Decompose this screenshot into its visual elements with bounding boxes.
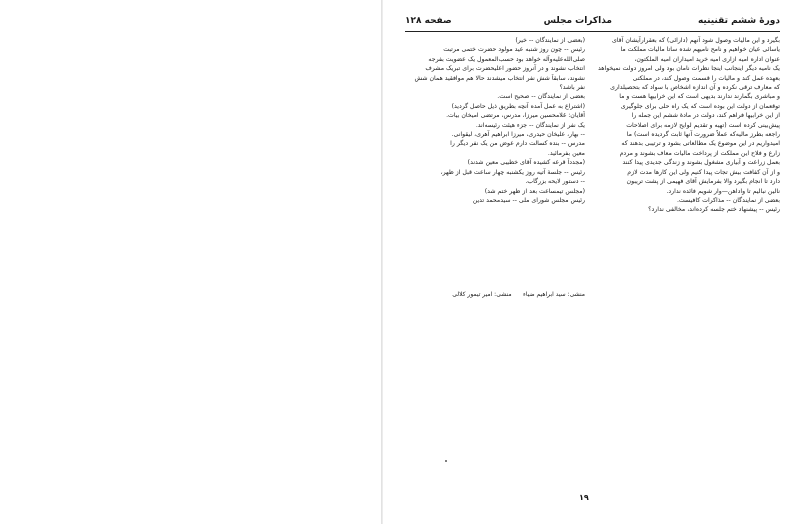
signature-line — [405, 290, 585, 300]
text-line: -- بهار، علیخان حیدری، میرزا ابراهیم آهری، لیقوانی. — [451, 131, 585, 139]
text-line: از این خرابیها فراهم کند، دولت در مادهٔ ششم این جمله را — [631, 112, 780, 120]
text-line: و مباشری بگمارند ندارند بدیهی است که این خرابیها هست و ما — [619, 93, 780, 101]
text-line: مدرس -- بنده کسالت دارم عوض من یک نفر دیگر را — [450, 140, 585, 148]
right-page — [383, 0, 800, 524]
text-line: و از آن کفافت بیش تجات پیدا کنیم ولی این کارها مدت لازم — [627, 168, 780, 176]
text-line: راجعه بطرز مالیه‌که عملاً ضرورت آنها ثابت گردیده است) ما — [626, 131, 780, 139]
page-number: ۱۹ — [579, 493, 589, 502]
header-page-label: صفحه ۱۲۸ — [405, 16, 452, 26]
header-rule — [405, 31, 780, 32]
text-line: دارد تا انجام بگیرد والا بفرمایش آقای فهیمی از پشت تریبون — [626, 178, 780, 186]
text-line: صلی‌الله‌علیه‌وآله خواهد بود حسب‌المعمول یک عضویت بفرجه — [428, 55, 585, 63]
text-line: یک نامیه دیگر اینجانب اینجا نظرات نامان بود ولی امروز دولت نمیخواهد — [597, 65, 780, 73]
signatures-block — [405, 290, 585, 300]
text-line: بعضی از نمایندگان -- مذاکرات کافیست. — [676, 196, 780, 204]
scan-speck — [445, 460, 447, 462]
text-line: (مجلس تیمساعت بعد از ظهر ختم شد) — [484, 187, 585, 195]
text-line: عنوان اداره امیه ازاری امیه خرید امیداران امیه الملکتون، — [634, 55, 780, 63]
text-line: (مجدداً قرعه کشیده آقای خطیبی معین شدند) — [467, 159, 585, 167]
text-line: که معارف ترقی نکرده و آن اندازه اشخاص با سواد که بتحصیلداری — [610, 84, 780, 92]
text-line: بعضی از نمایندگان -- صحیح است. — [497, 93, 585, 101]
text-line: نالین نبالیم تا واداهن—وار شویم فائده ندارد. — [666, 187, 780, 195]
header-session: دورهٔ ششم تقنینیه — [697, 16, 780, 26]
text-line: رئیس -- پیشنهاد ختم جلسه کرده‌اند، مخالفی ندارد؟ — [648, 206, 780, 214]
text-line: توقعمان از دولت این بوده است که یک راه حلی برای جلوگیری — [620, 102, 780, 110]
text-line: زارع و فلاح این مملکت از پرداخت مالیات معاف بشوند و مردم — [619, 149, 780, 157]
header-title: مذاکرات مجلس — [543, 16, 612, 26]
secretary-signature-2: منشی: امیر تیمور کلالی — [452, 291, 512, 298]
right-text-column — [595, 36, 780, 215]
text-line: -- دستور لایحه بزرگاب. — [525, 178, 585, 186]
secretary-signature-1: منشی: سید ابراهیم ضیاء — [523, 291, 585, 298]
text-line: رئیس مجلس شورای ملی -- سیدمحمد تدین — [472, 196, 585, 204]
text-line: بعمل زراعت و آبیاری مشغول بشوند و زندگی جدیدی پیدا کنند — [622, 159, 780, 167]
text-line: یک نفر از نمایندگان -- جزء هیئت رئیسه‌اند. — [475, 121, 585, 129]
page-header — [405, 16, 780, 30]
text-line: رئیس -- جلسهٔ آتیه روز یکشنبه چهار ساعت قبل از ظهر، — [440, 168, 585, 176]
text-line: یاسائی عیان خواهیم و نامح نامیهم شده ساتا مالیات مملکت ما — [620, 46, 780, 54]
text-line: امیدواریم در این موضوع یک مطالعاتی بشود و ترتیبی بدهند که — [621, 140, 780, 148]
text-line: بعهده عمل کند و مالیات را قسمت وصول کند، در مملکتی — [632, 74, 780, 82]
text-line: آقایان: غلامحسین میرزا، مدرس، مرتضی امیخان بیات. — [446, 112, 585, 120]
left-text-column — [405, 36, 585, 205]
text-line: نفر باشد؟ — [559, 84, 585, 92]
text-line: پیش‌بینی کرده است (تهیه و تقدیم لوایح لازمه برای اصلاحات — [626, 121, 780, 129]
text-line: بگیرد و این مالیات وصول شود آنهم (دارائی) که بعقرارآیشان آقای — [611, 37, 780, 44]
text-line: (بعضی از نمایندگان -- خیر) — [515, 37, 585, 44]
text-line: معین بفرمائید. — [547, 149, 585, 157]
text-line: رئیس -- چون روز شنبه عید مولود حضرت ختمی مرتبت — [443, 46, 585, 54]
text-line: انتخاب نشوند و در آنروز حضور اعلیحضرت برای تبریک مشرف — [425, 65, 585, 73]
text-line: نشوند، سابقاً شش نفر انتخاب میشدند حالا هم موافقید همان شش — [414, 74, 585, 82]
text-line: (اشتراع به عمل آمده آنچه بطریق ذیل حاصل گردید) — [451, 102, 585, 110]
